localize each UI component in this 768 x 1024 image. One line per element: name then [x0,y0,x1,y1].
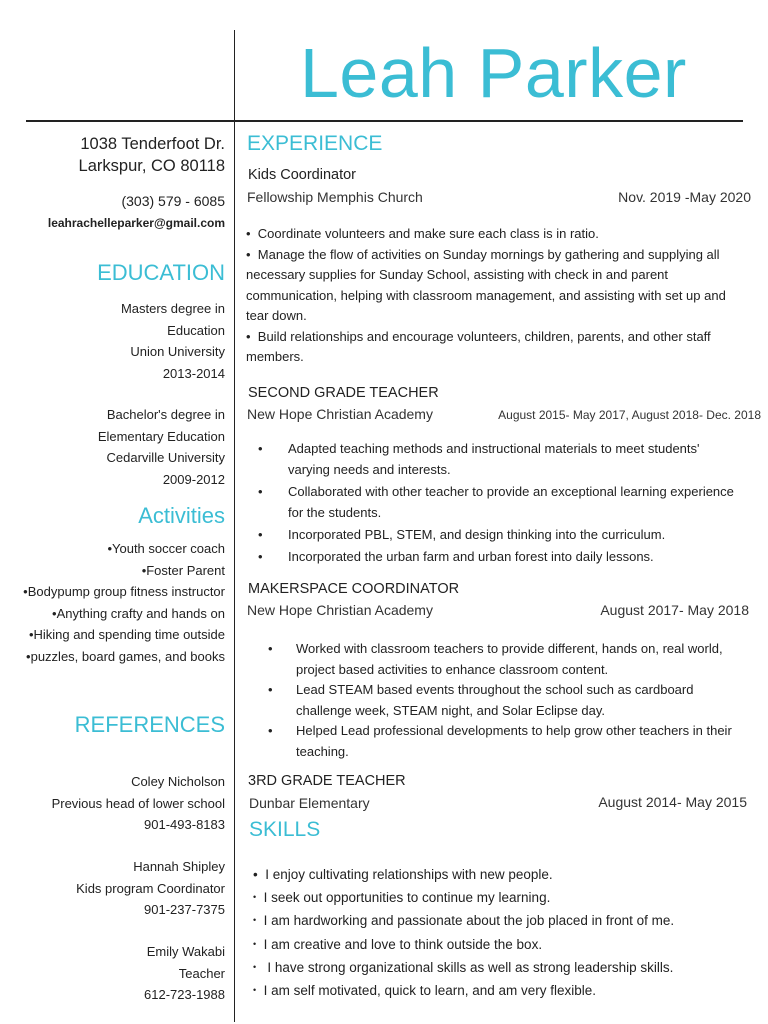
reference-role: Kids program Coordinator [76,880,225,896]
bullet-marker: • [253,938,264,949]
bullet-marker: • [268,723,273,738]
skill-item [253,979,753,1002]
bullet-text: Helped Lead professional developments to help grow other teachers in their teaching. [296,723,732,759]
skill-text: I enjoy cultivating relationships with new people. [265,867,553,882]
bullet-marker: • [253,867,266,882]
reference-role: Previous head of lower school [51,795,225,811]
bullet-marker: • [258,527,263,542]
job-dates: August 2017- May 2018 [600,602,749,618]
job-dates: August 2014- May 2015 [598,794,747,810]
reference-phone: 901-493-8183 [144,817,225,832]
education-heading: EDUCATION [97,260,225,285]
bullet-text: Incorporated the urban farm and urban forest into daily lessons. [288,548,654,564]
activities-heading: Activities [138,503,225,528]
job-bullets [246,224,751,368]
bullet-marker: • [258,484,263,499]
skill-text: I seek out opportunities to continue my learning. [263,890,551,906]
header-rule [26,120,743,122]
reference-phone: 901-237-7375 [144,902,225,917]
job-dates: Nov. 2019 -May 2020 [618,189,751,205]
bullet-text: Incorporated PBL, STEM, and design thinking into the curriculum. [288,527,666,542]
degree-line: Cedarville University [106,450,225,465]
bullet-marker: • [268,682,273,697]
skill-text: I am self motivated, quick to learn, and am very flexible. [263,983,597,999]
skill-item [253,886,753,909]
experience-heading: EXPERIENCE [247,132,383,155]
reference-phone: 612-723-1988 [144,987,225,1002]
job-organization: Dunbar Elementary [249,795,370,811]
job-organization: New Hope Christian Academy [247,602,433,618]
job-title: MAKERSPACE COORDINATOR [248,581,460,597]
reference-name: Emily Wakabi [146,944,225,959]
skills-heading: SKILLS [249,818,321,841]
bullet-text: Worked with classroom teachers to provide different, hands on, real world, project based activities to enhance classroom content. [296,641,723,677]
skill-text: I am creative and love to think outside the box. [263,936,543,952]
job-bullet [268,639,743,680]
reference-role: Teacher [178,965,225,981]
job-bullet [258,482,738,523]
bullet-text: Lead STEAM based events throughout the school such as cardboard challenge week, STEAM night, and Solar Eclipse day. [296,682,694,718]
job-organization: Fellowship Memphis Church [247,189,423,205]
job-bullet [246,245,751,327]
bullet-marker: • [253,985,264,996]
skill-item [253,863,753,886]
activity-item: •Anything crafty and hands on [52,605,225,621]
job-organization: New Hope Christian Academy [247,406,433,422]
job-bullet [258,439,738,480]
contact-phone: (303) 579 - 6085 [121,193,225,209]
education-degree-1 [121,298,225,384]
skill-item [253,909,753,932]
activity-item: •Hiking and spending time outside [28,627,225,642]
reference-3 [144,941,225,1006]
bullet-marker: • [253,892,264,903]
reference-1 [52,771,225,836]
reference-name: Hannah Shipley [133,859,225,874]
skill-text: I have strong organizational skills as well as strong leadership skills. [263,959,674,975]
bullet-marker: • [253,915,264,926]
degree-line: Education [167,322,225,338]
education-degree-2 [98,404,225,490]
skill-text: I am hardworking and passionate about the job placed in front of me. [263,913,675,929]
degree-line: Masters degree in [120,301,225,316]
degree-line: Bachelor's degree in [106,407,225,422]
bullet-marker: • [258,548,263,564]
job-bullet [246,327,751,368]
activity-item: •puzzles, board games, and books [26,648,225,664]
bullet-text: Coordinate volunteers and make sure each class is in ratio. [257,226,599,241]
degree-line: Elementary Education [97,428,225,444]
bullet-marker: • [246,226,258,241]
job-bullets [258,439,738,567]
job-bullet [268,721,743,762]
bullet-marker: • [246,246,258,262]
applicant-name: Leah Parker [300,34,687,112]
job-title: SECOND GRADE TEACHER [248,385,439,401]
job-bullet [268,680,743,721]
job-dates: August 2015- May 2017, August 2018- Dec. 2018 [498,408,761,422]
job-bullets [268,639,743,762]
activity-item: •Bodypump group fitness instructor [23,584,225,599]
bullet-marker: • [268,641,273,656]
job-title: Kids Coordinator [248,167,356,183]
bullet-text: Collaborated with other teacher to provide an exceptional learning experience for the students. [288,484,734,520]
job-title: 3RD GRADE TEACHER [248,773,406,789]
contact-city: Larkspur, CO 80118 [78,157,225,175]
degree-line: 2013-2014 [162,365,225,381]
skill-item [253,933,753,956]
contact-street: 1038 Tenderfoot Dr. [80,135,225,153]
degree-line: Union University [130,344,225,359]
contact-block [48,133,225,230]
bullet-marker: • [253,961,264,972]
reference-name: Coley Nicholson [131,774,225,789]
activity-item: •Foster Parent [141,562,225,578]
skill-item [253,956,753,979]
bullet-marker: • [246,328,258,344]
bullet-text: Manage the flow of activities on Sunday mornings by gathering and supplying all necessary supplies for Sunday School, assisting with check in and parent communication, helping with classroom management, and assisting with set up and tear down. [246,246,726,323]
job-bullet [258,525,738,546]
job-bullet [246,224,751,245]
contact-email[interactable]: leahrachelleparker@gmail.com [47,215,225,230]
references-heading: REFERENCES [74,712,225,737]
bullet-text: Build relationships and encourage volunteers, children, parents, and other staff members. [246,328,711,364]
reference-2 [76,856,225,921]
bullet-marker: • [258,441,263,456]
column-divider [234,30,235,1022]
degree-line: 2009-2012 [162,471,225,487]
skills-list [253,863,753,1002]
bullet-text: Adapted teaching methods and instructional materials to meet students' varying needs and interests. [288,441,700,477]
activity-item: •Youth soccer coach [107,541,225,556]
activities-list [23,538,225,667]
job-bullet [258,547,738,568]
